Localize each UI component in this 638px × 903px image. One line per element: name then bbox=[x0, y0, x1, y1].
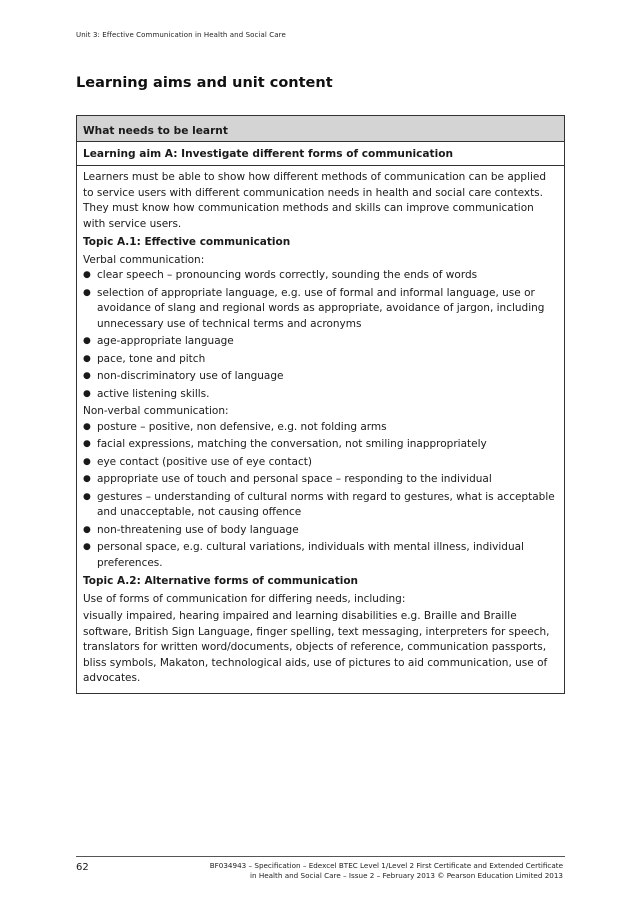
list-item: ● non-threatening use of body language bbox=[83, 523, 558, 539]
learning-aim-title: Learning aim A: Investigate different forms of communication bbox=[77, 142, 564, 166]
bullet-icon: ● bbox=[83, 388, 91, 399]
page-title: Learning aims and unit content bbox=[76, 75, 333, 91]
table-header: What needs to be learnt bbox=[77, 116, 564, 142]
verbal-heading: Verbal communication: bbox=[83, 253, 205, 266]
bullet-icon: ● bbox=[83, 336, 91, 346]
footer-line-2: in Health and Social Care – Issue 2 – February 2013 © Pearson Education Limited 2013 bbox=[249, 871, 563, 880]
bullet-icon: ● bbox=[83, 353, 91, 364]
list-item: ● non-discriminatory use of language bbox=[83, 369, 558, 385]
page-number: 62 bbox=[76, 862, 89, 873]
nonverbal-heading: Non-verbal communication: bbox=[83, 405, 229, 417]
bullet-icon: ● bbox=[83, 421, 91, 432]
topic-a2-lead: Use of forms of communication for differing needs, including: bbox=[83, 592, 406, 605]
list-item: ● clear speech – pronouncing words correctly, sounding the ends of words bbox=[83, 268, 558, 284]
list-item: ● selection of appropriate language, e.g. use of formal and informal language, use or avoidance of slang and regional words as appropriate, avoidance of jargon, including unnecessary use of technical terms and acronyms bbox=[83, 286, 545, 330]
bullet-icon: ● bbox=[83, 524, 91, 535]
footer-citation bbox=[210, 861, 563, 881]
bullet-icon: ● bbox=[83, 371, 91, 381]
verbal-list bbox=[83, 268, 558, 402]
list-item: ● appropriate use of touch and personal space – responding to the individual bbox=[83, 472, 558, 488]
nonverbal-list bbox=[83, 420, 558, 572]
bullet-icon: ● bbox=[83, 439, 91, 449]
bullet-icon: ● bbox=[83, 542, 91, 552]
list-item: ● eye contact (positive use of eye contact) bbox=[83, 455, 558, 471]
footer-divider bbox=[76, 856, 565, 857]
bullet-icon: ● bbox=[83, 456, 91, 467]
list-item: ● age-appropriate language bbox=[83, 334, 558, 350]
list-item: ● active listening skills. bbox=[83, 387, 558, 403]
intro-paragraph: Learners must be able to show how different methods of communication can be applied to service users with different communication needs in health and social care contexts. They must know how communication methods and skills can improve communication with service users. bbox=[83, 171, 547, 230]
topic-a2-body: visually impaired, hearing impaired and learning disabilities e.g. Braille and Braille software, British Sign Language, finger spelling, text messaging, interpreters for speech, translators for written word/documents, objects of reference, communication passports, bliss symbols, Makaton, technological aids, use of pictures to aid communication, use of advocates. bbox=[83, 610, 550, 684]
topic-a2-title: Topic A.2: Alternative forms of communication bbox=[83, 575, 359, 587]
topic-a1-title: Topic A.1: Effective communication bbox=[83, 236, 291, 248]
list-item: ● pace, tone and pitch bbox=[83, 352, 558, 368]
bullet-icon: ● bbox=[83, 287, 91, 298]
content-cell bbox=[77, 166, 564, 693]
list-item: ● personal space, e.g. cultural variations, individuals with mental illness, individual preferences. bbox=[83, 541, 524, 569]
list-item: ● gestures – understanding of cultural norms with regard to gestures, what is acceptable and unacceptable, not causing offence bbox=[83, 490, 555, 518]
bullet-icon: ● bbox=[83, 474, 91, 484]
running-header-text: Unit 3: Effective Communication in Health and Social Care bbox=[76, 31, 286, 39]
bullet-icon: ● bbox=[83, 491, 91, 502]
running-header bbox=[76, 30, 286, 39]
unit-content-table bbox=[76, 115, 565, 694]
list-item: ● facial expressions, matching the conversation, not smiling inappropriately bbox=[83, 437, 558, 453]
footer-line-1: BF034943 – Specification – Edexcel BTEC Level 1/Level 2 First Certificate and Extended Certificate bbox=[209, 861, 563, 870]
bullet-icon: ● bbox=[83, 270, 91, 280]
list-item: ● posture – positive, non defensive, e.g. not folding arms bbox=[83, 420, 558, 436]
